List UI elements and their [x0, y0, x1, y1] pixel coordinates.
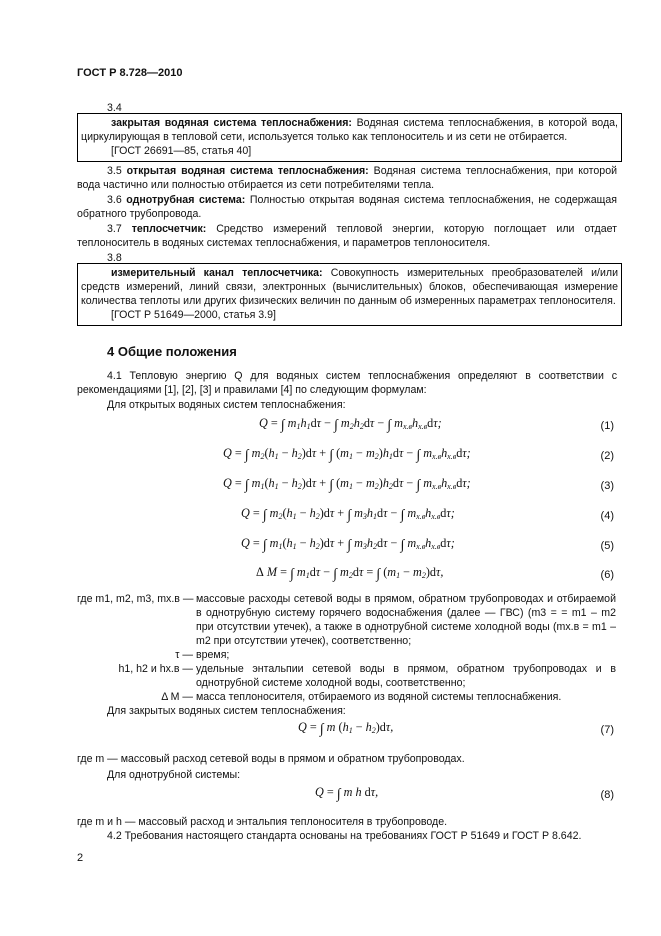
- equation-number: (7): [600, 724, 614, 736]
- term-title: открытая водяная система теплоснабжения:: [126, 165, 369, 177]
- equation-number: (4): [600, 510, 614, 522]
- equation-number: (8): [600, 789, 614, 801]
- equation-4: Q = ∫ $m_2(h_1 - h_2)d\tau$ + ∫ $m_3h_1d\tau$ − ∫ $m_{х.в}h_{х.в}d\tau$;: [241, 506, 455, 523]
- term-paragraph-3-6: 3.6 однотрубная система: Полностью открытая водяная система теплоснабжения, не содержащая обратного трубопровода.: [77, 194, 617, 221]
- equation-number: (3): [600, 480, 614, 492]
- term-title: теплосчетчик:: [131, 223, 207, 235]
- section-title: 4 Общие положения: [107, 344, 237, 359]
- equation-7: Q = ∫ m $(h_1 - h_2)d\tau$,: [298, 720, 394, 737]
- term-number-3-8: 3.8: [107, 252, 122, 264]
- where-text-m: массовые расходы сетевой воды в прямом, обратном трубопроводах и отбираемой в однотрубную систему горячего водоснабжения (далее — ГВС) (m3 = = m1 – m2 при отсутствии утечек), а также в однотрубной системе холодной воды (mх.в = m1 – m2 при отсутствии утечек), соответственно;: [196, 593, 616, 648]
- closed-systems-intro: Для закрытых водяных систем теплоснабжения:: [107, 705, 346, 717]
- open-systems-intro: Для открытых водяных систем теплоснабжения:: [107, 399, 346, 411]
- equation-5: Q = ∫ $m_1(h_1 - h_2)d\tau$ + ∫ $m_3h_2d\tau$ − ∫ $m_{х.в}h_{х.в}d\tau$;: [241, 536, 455, 553]
- where-text-dm: масса теплоносителя, отбираемого из водяной системы теплоснабжения.: [196, 691, 562, 703]
- term-box-3-8: [77, 263, 622, 326]
- term-reference: [ГОСТ Р 51649—2000, статья 3.9]: [111, 309, 276, 322]
- term-paragraph-3-5: 3.5 открытая водяная система теплоснабжения: Водяная система теплоснабжения, при которой вода частично или полностью отбирается из сети потребителями тепла.: [77, 165, 617, 192]
- where-label-h: h1, h2 и hх.в —: [118, 663, 193, 675]
- term-paragraph-3-8: [81, 266, 618, 308]
- paragraph-4-2: 4.2 Требования настоящего стандарта основаны на требованиях ГОСТ Р 51649 и ГОСТ Р 8.642.: [107, 830, 582, 842]
- term-title: измерительный канал теплосчетчика:: [111, 267, 323, 279]
- paragraph-4-1: 4.1 Тепловую энергию Q для водяных систем теплоснабжения определяют в соответствии с рекомендациями [1], [2], [3] и правилами [4] по следующим формулам:: [77, 370, 617, 397]
- equation-8: Q = ∫ m h dτ,: [315, 785, 379, 802]
- term-paragraph-3-7: 3.7 теплосчетчик: Средство измерений тепловой энергии, которую поглощает или отдает теплоноситель в водяных системах теплоснабжения, и параметров теплоносителя.: [77, 223, 617, 250]
- equation-number: (5): [600, 540, 614, 552]
- document-header: ГОСТ Р 8.728—2010: [77, 67, 183, 79]
- term-definition: Совокупность измерительных преобразователей и/или средств измерений, линий связи, электронных (вычислительных) блоков, обеспечивающая измерение количества теплоты или других физических величин по данным об измеренных параметрах теплоносителя.: [81, 267, 618, 308]
- term-definition: Водяная система теплоснабжения, в которой вода, циркулирующая в тепловой сети, используется только как теплоноситель и из сети не отбирается.: [81, 117, 618, 144]
- equation-number: (2): [600, 450, 614, 462]
- where-label-dm: Δ M —: [161, 691, 193, 703]
- equation-number: (1): [600, 420, 614, 432]
- where-m-h-single: где m и h — массовый расход и энтальпия теплоносителя в трубопроводе.: [77, 816, 448, 828]
- equation-3: Q = ∫ $m_1(h_1 - h_2)d\tau$ + ∫ $(m_1 - m_2)h_2d\tau$ − ∫ $m_{х.в}h_{х.в}d\tau$;: [223, 476, 471, 493]
- where-text-h: удельные энтальпии сетевой воды в прямом, обратном трубопроводах и в однотрубной системе холодной воды, соответственно;: [196, 663, 616, 690]
- term-definition: Полностью открытая водяная система теплоснабжения, не содержащая обратного трубопровода.: [77, 194, 617, 221]
- term-title: закрытая водяная система теплоснабжения:: [111, 117, 352, 129]
- where-label-m: где m1, m2, m3, mх.в —: [77, 593, 194, 605]
- term-reference: [ГОСТ 26691—85, статья 40]: [111, 145, 252, 158]
- term-number-3-4: 3.4: [107, 102, 122, 114]
- term-definition: Водяная система теплоснабжения, при которой вода частично или полностью отбирается из сети потребителями тепла.: [77, 165, 617, 192]
- where-label-tau: τ —: [175, 649, 193, 661]
- where-text-tau: время;: [196, 649, 230, 661]
- single-pipe-intro: Для однотрубной системы:: [107, 769, 241, 781]
- term-paragraph-3-4: [81, 116, 618, 144]
- equation-2: Q = ∫ $m_2(h_1 - h_2)d\tau$ + ∫ $(m_1 - m_2)h_1d\tau$ − ∫ $m_{х.в}h_{х.в}d\tau$;: [223, 446, 471, 463]
- equation-1: Q = ∫ $m_1h_1d\tau$ − ∫ $m_2h_2d\tau$ − ∫ $m_{х.в}h_{х.в}d\tau$;: [259, 416, 442, 433]
- term-title: однотрубная система:: [126, 194, 246, 206]
- equation-6: Δ M = ∫ $m_1d\tau$ − ∫ $m_2d\tau$ = ∫ $(m_1 - m_2)d\tau$,: [256, 565, 444, 582]
- page-number: 2: [77, 852, 84, 864]
- term-box-3-4: [77, 113, 622, 162]
- where-m-closed: где m — массовый расход сетевой воды в прямом и обратном трубопроводах.: [77, 753, 465, 765]
- equation-number: (6): [600, 569, 614, 581]
- term-definition: Средство измерений тепловой энергии, которую поглощает или отдает теплоноситель в водяных системах теплоснабжения, и параметров теплоносителя.: [77, 223, 617, 250]
